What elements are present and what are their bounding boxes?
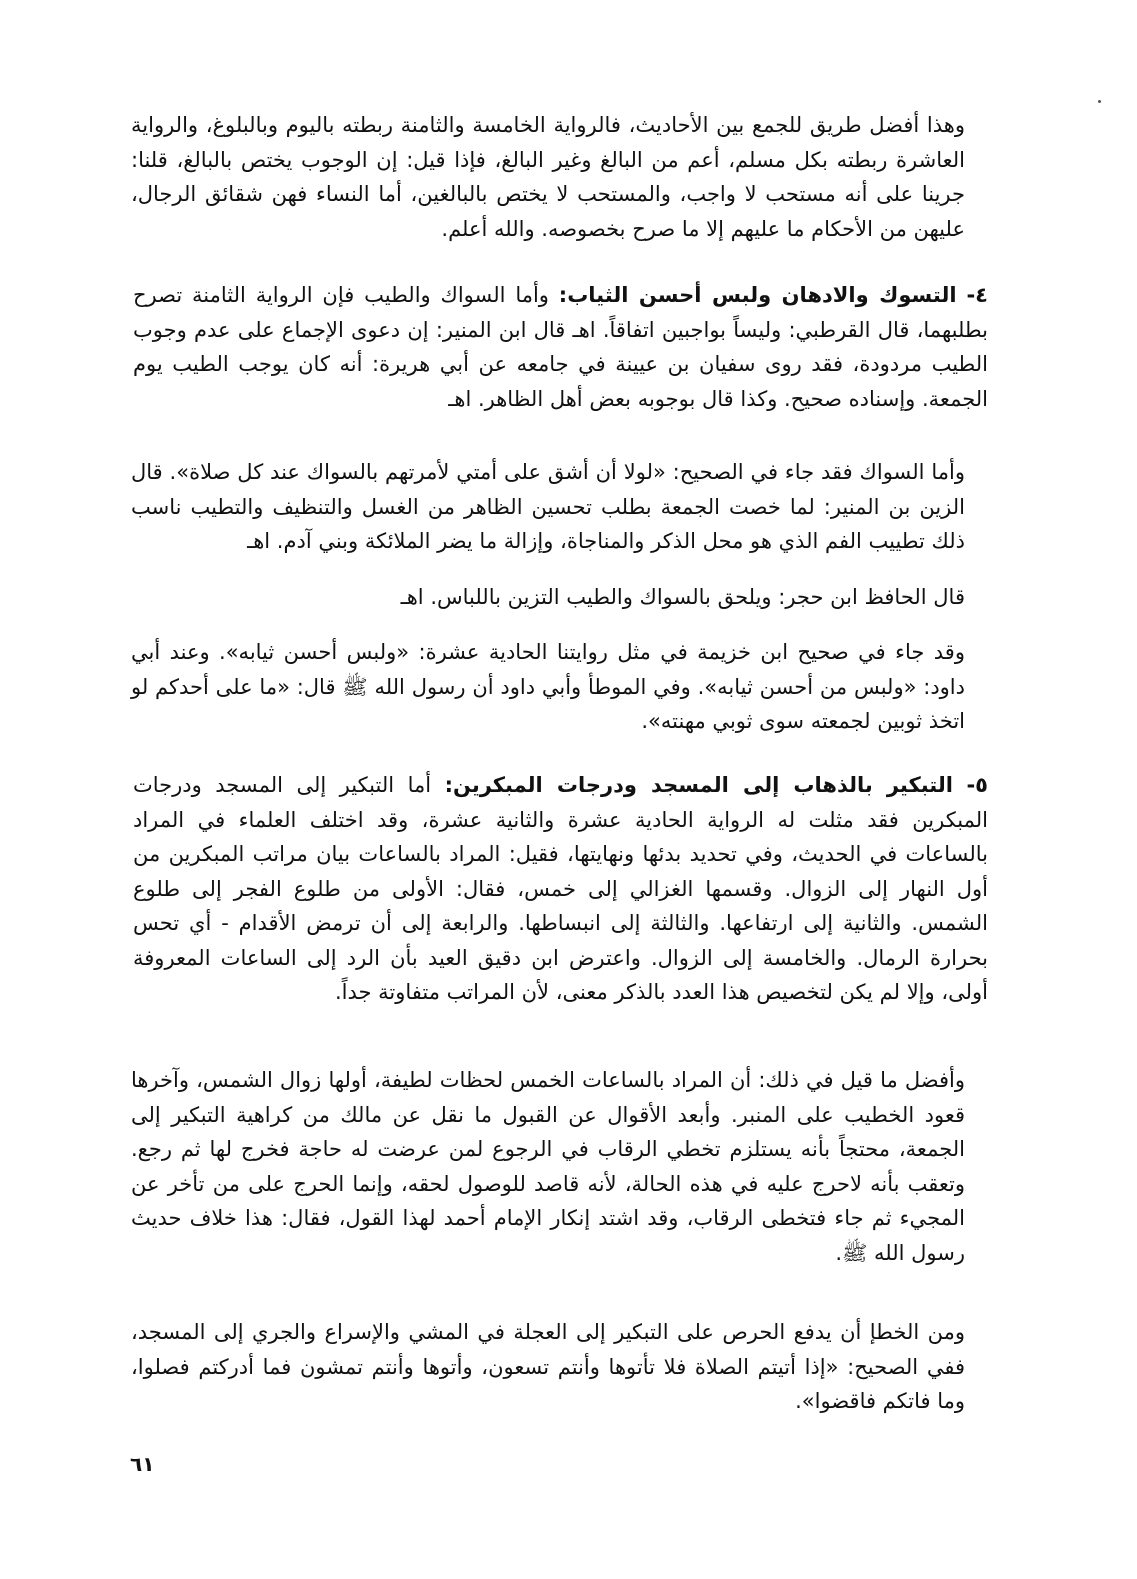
page-number: ٦١ (130, 1452, 155, 1476)
paragraph-1: وهذا أفضل طريق للجمع بين الأحاديث، فالرواية الخامسة والثامنة ربطته باليوم وبالبلوغ، والرواية العاشرة ربطته بكل مسلم، أعم من البالغ وغير البالغ، فإذا قيل: إن الوجوب يختص بالبالغ، قلنا: جرينا على أنه مستحب لا واجب، والمستحب لا يختص بالبالغين، أما النساء فهن شقائق الرجال، عليهن من الأحكام ما عليهم إلا ما صرح بخصوصه. والله أعلم. (131, 113, 965, 241)
paragraph-7: وأفضل ما قيل في ذلك: أن المراد بالساعات الخمس لحظات لطيفة، أولها زوال الشمس، وآخرها قعود الخطيب على المنبر. وأبعد الأقوال عن القبول ما نقل عن مالك من كراهية التبكير إلى الجمعة، محتجاً بأنه يستلزم تخطي الرقاب في الرجوع لمن عرضت له حاجة فخرج لها ثم رجع. وتعقب بأنه لاحرج عليه في هذه الحالة، لأنه قاصد للوصول لحقه، وإنما الحرج على من تأخر عن المجيء ثم جاء فتخطى الرقاب، وقد اشتد إنكار الإمام أحمد لهذا القول، فقال: هذا خلاف حديث رسول الله ﷺ. (131, 1068, 965, 1265)
item-4-text: وأما السواك والطيب فإن الرواية الثامنة تصرح بطلبهما، قال القرطبي: وليساً بواجبين اتفاقاً. اهـ قال ابن المنير: إن دعوى الإجماع على عدم وجوب الطيب مردودة، فقد روى سفيان بن عيينة في جامعه عن أبي هريرة: أنه كان يوجب الطيب يوم الجمعة. وإسناده صحيح. وكذا قال بوجوبه بعض أهل الظاهر. اهـ (133, 283, 988, 411)
paragraph-item-4 (133, 278, 988, 416)
paragraph-item-5 (133, 768, 988, 1010)
item-4-heading: التسوك والادهان ولبس أحسن الثياب: (558, 283, 957, 307)
item-5-number: ٥- (966, 773, 988, 797)
paragraph-4: قال الحافظ ابن حجر: ويلحق بالسواك والطيب التزين باللباس. اهـ (400, 585, 965, 609)
item-4-number: ٤- (966, 283, 988, 307)
item-5-text: أما التبكير إلى المسجد ودرجات المبكرين فقد مثلت له الرواية الحادية عشرة والثانية عشرة، وقد اختلف العلماء في المراد بالساعات في الحديث، وفي تحديد بدئها ونهايتها، فقيل: المراد بالساعات بيان مراتب المبكرين من أول النهار إلى الزوال. وقسمها الغزالي إلى خمس، فقال: الأولى من طلوع الفجر إلى طلوع الشمس. والثانية إلى ارتفاعها. والثالثة إلى انبساطها. والرابعة إلى أن ترمض الأقدام - أي تحس بحرارة الرمال. والخامسة إلى الزوال. واعترض ابن دقيق العيد بأن الرد إلى الساعات المعروفة أولى، وإلا لم يكن لتخصيص هذا العدد بالذكر معنى، لأن المراتب متفاوتة جداً. (133, 773, 988, 1004)
paragraph-3: وأما السواك فقد جاء في الصحيح: «لولا أن أشق على أمتي لأمرتهم بالسواك عند كل صلاة». قال الزين بن المنير: لما خصت الجمعة بطلب تحسين الظاهر من الغسل والتنظيف والتطيب ناسب ذلك تطييب الفم الذي هو محل الذكر والمناجاة، وإزالة ما يضر الملائكة وبني آدم. اهـ (131, 460, 965, 553)
paragraph-5: وقد جاء في صحيح ابن خزيمة في مثل روايتنا الحادية عشرة: «ولبس أحسن ثيابه». وعند أبي داود: «ولبس من أحسن ثيابه». وفي الموطأ وأبي داود أن رسول الله ﷺ قال: «ما على أحدكم لو اتخذ ثوبين لجمعته سوى ثوبي مهنته». (131, 640, 965, 733)
item-5-heading: التبكير بالذهاب إلى المسجد ودرجات المبكرين: (444, 773, 953, 797)
paragraph-8: ومن الخطإ أن يدفع الحرص على التبكير إلى العجلة في المشي والإسراع والجري إلى المسجد، ففي الصحيح: «إذا أتيتم الصلاة فلا تأتوها وأنتم تسعون، وأتوها وأنتم تمشون فما أدركتم فصلوا، وما فاتكم فاقضوا». (131, 1320, 965, 1413)
scan-speck (1098, 100, 1101, 103)
